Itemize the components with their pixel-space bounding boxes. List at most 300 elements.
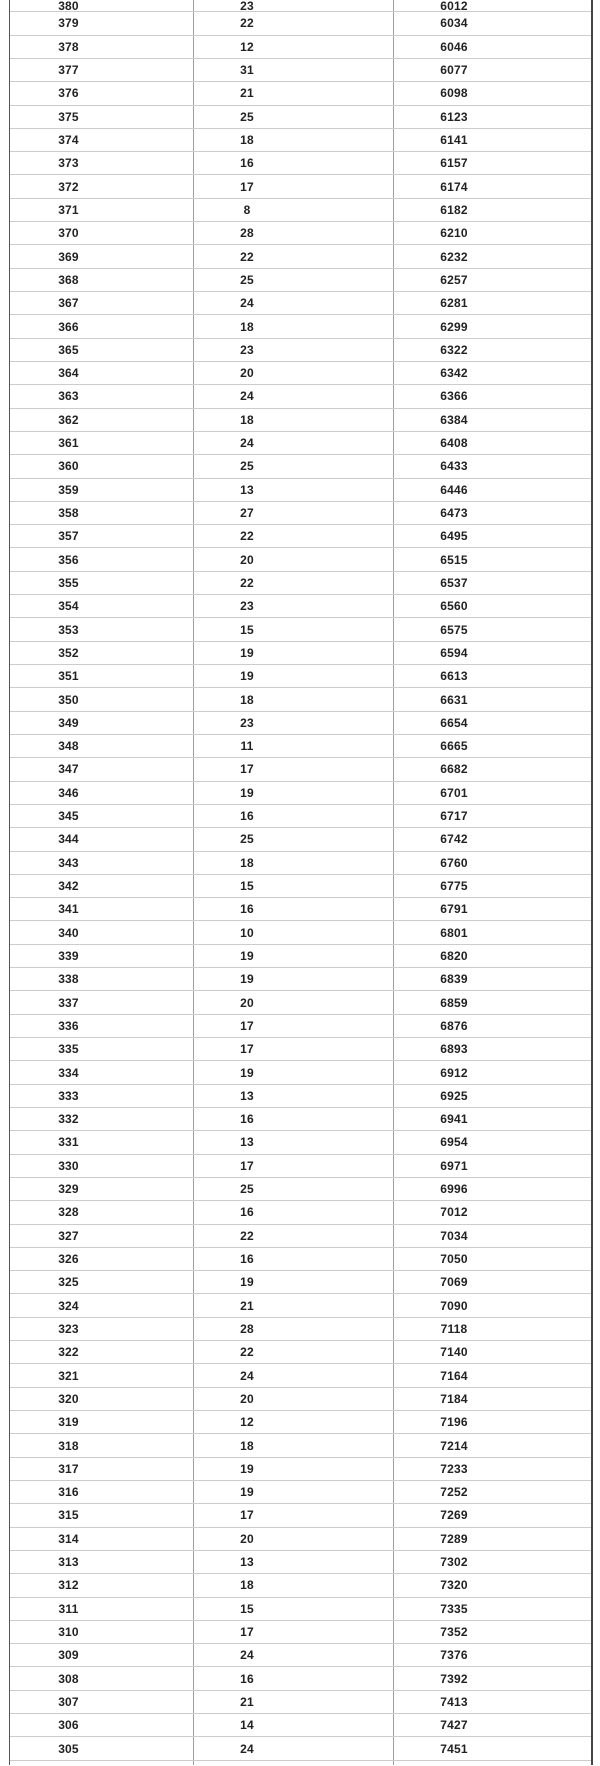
score-distribution-table bbox=[9, 0, 593, 1765]
cumulative-cell: 6157 bbox=[440, 156, 468, 171]
table-row bbox=[10, 339, 591, 362]
cumulative-cell: 6515 bbox=[440, 552, 468, 567]
score-cell: 365 bbox=[10, 339, 194, 361]
score-cell: 372 bbox=[10, 175, 194, 197]
count-cell: 25 bbox=[194, 269, 394, 291]
cumulative-cell: 6701 bbox=[440, 785, 468, 800]
cumulative-cell: 6801 bbox=[440, 925, 468, 940]
table-row bbox=[10, 782, 591, 805]
cumulative-cell: 6446 bbox=[440, 482, 468, 497]
table-row bbox=[10, 1481, 591, 1504]
table-row bbox=[10, 688, 591, 711]
cumulative-cell: 6495 bbox=[440, 529, 468, 544]
score-cell: 338 bbox=[10, 968, 194, 990]
score-cell: 339 bbox=[10, 945, 194, 967]
table-row bbox=[10, 828, 591, 851]
cumulative-cell: 7252 bbox=[440, 1485, 468, 1500]
count-cell: 16 bbox=[194, 1667, 394, 1689]
table-row bbox=[10, 945, 591, 968]
score-cell: 361 bbox=[10, 432, 194, 454]
score-cell: 309 bbox=[10, 1644, 194, 1666]
score-cell: 330 bbox=[10, 1155, 194, 1177]
table-row bbox=[10, 245, 591, 268]
cumulative-cell: 6098 bbox=[440, 86, 468, 101]
cumulative-cell: 6594 bbox=[440, 645, 468, 660]
cumulative-cell: 6342 bbox=[440, 366, 468, 381]
count-cell: 19 bbox=[194, 968, 394, 990]
score-cell: 352 bbox=[10, 642, 194, 664]
score-cell: 376 bbox=[10, 82, 194, 104]
count-cell: 22 bbox=[194, 245, 394, 267]
cumulative-cell: 7427 bbox=[440, 1718, 468, 1733]
score-cell: 353 bbox=[10, 618, 194, 640]
cumulative-cell: 7050 bbox=[440, 1252, 468, 1267]
count-cell: 17 bbox=[194, 175, 394, 197]
score-cell: 335 bbox=[10, 1038, 194, 1060]
table-row bbox=[10, 572, 591, 595]
cumulative-cell: 6537 bbox=[440, 575, 468, 590]
cumulative-cell: 6654 bbox=[440, 715, 468, 730]
table-row bbox=[10, 106, 591, 129]
cumulative-cell: 6791 bbox=[440, 902, 468, 917]
count-cell: 18 bbox=[194, 688, 394, 710]
count-cell: 14 bbox=[194, 1714, 394, 1736]
score-cell: 337 bbox=[10, 991, 194, 1013]
score-cell: 317 bbox=[10, 1458, 194, 1480]
table-row bbox=[10, 1038, 591, 1061]
table-row bbox=[10, 712, 591, 735]
count-cell: 15 bbox=[194, 1598, 394, 1620]
table-row bbox=[10, 455, 591, 478]
cumulative-cell: 7012 bbox=[440, 1205, 468, 1220]
score-cell bbox=[10, 1761, 194, 1766]
table-row bbox=[10, 1178, 591, 1201]
count-cell: 24 bbox=[194, 1737, 394, 1759]
score-cell: 373 bbox=[10, 152, 194, 174]
count-cell: 23 bbox=[194, 595, 394, 617]
score-cell: 306 bbox=[10, 1714, 194, 1736]
table-row bbox=[10, 129, 591, 152]
table-row bbox=[10, 1737, 591, 1760]
score-cell: 308 bbox=[10, 1667, 194, 1689]
count-cell: 17 bbox=[194, 758, 394, 780]
count-cell: 17 bbox=[194, 1155, 394, 1177]
score-cell: 305 bbox=[10, 1737, 194, 1759]
count-cell: 23 bbox=[194, 0, 394, 11]
cumulative-cell: 7233 bbox=[440, 1461, 468, 1476]
table-row bbox=[10, 665, 591, 688]
table-row bbox=[10, 758, 591, 781]
score-cell: 318 bbox=[10, 1434, 194, 1456]
cumulative-cell bbox=[394, 1761, 591, 1766]
table-row bbox=[10, 1225, 591, 1248]
count-cell: 22 bbox=[194, 12, 394, 34]
score-cell: 370 bbox=[10, 222, 194, 244]
count-cell: 24 bbox=[194, 385, 394, 407]
score-cell: 323 bbox=[10, 1318, 194, 1340]
count-cell: 23 bbox=[194, 339, 394, 361]
table-row bbox=[10, 1551, 591, 1574]
table-body bbox=[10, 0, 591, 1765]
count-cell: 13 bbox=[194, 1085, 394, 1107]
cumulative-cell: 7392 bbox=[440, 1671, 468, 1686]
count-cell: 21 bbox=[194, 1294, 394, 1316]
table-row bbox=[10, 618, 591, 641]
table-row bbox=[10, 595, 591, 618]
table-row bbox=[10, 921, 591, 944]
count-cell: 18 bbox=[194, 315, 394, 337]
count-cell: 24 bbox=[194, 1644, 394, 1666]
score-cell: 358 bbox=[10, 502, 194, 524]
cumulative-cell: 7289 bbox=[440, 1531, 468, 1546]
table-row bbox=[10, 222, 591, 245]
cumulative-cell: 6876 bbox=[440, 1018, 468, 1033]
table-row bbox=[10, 1644, 591, 1667]
table-row bbox=[10, 642, 591, 665]
cumulative-cell: 7302 bbox=[440, 1555, 468, 1570]
cumulative-cell: 6859 bbox=[440, 995, 468, 1010]
score-cell: 346 bbox=[10, 782, 194, 804]
table-row bbox=[10, 292, 591, 315]
score-cell: 350 bbox=[10, 688, 194, 710]
score-cell: 366 bbox=[10, 315, 194, 337]
table-row bbox=[10, 1318, 591, 1341]
count-cell: 23 bbox=[194, 712, 394, 734]
count-cell: 16 bbox=[194, 152, 394, 174]
score-cell: 345 bbox=[10, 805, 194, 827]
count-cell: 27 bbox=[194, 502, 394, 524]
cumulative-cell: 6893 bbox=[440, 1042, 468, 1057]
cumulative-cell: 6174 bbox=[440, 179, 468, 194]
count-cell: 16 bbox=[194, 898, 394, 920]
count-cell: 22 bbox=[194, 572, 394, 594]
score-cell: 360 bbox=[10, 455, 194, 477]
cumulative-cell: 7069 bbox=[440, 1275, 468, 1290]
cumulative-cell: 6182 bbox=[440, 202, 468, 217]
cumulative-cell: 6408 bbox=[440, 436, 468, 451]
table-row bbox=[10, 1201, 591, 1224]
table-row bbox=[10, 852, 591, 875]
count-cell: 22 bbox=[194, 1225, 394, 1247]
score-cell: 354 bbox=[10, 595, 194, 617]
cumulative-cell: 7196 bbox=[440, 1415, 468, 1430]
score-cell: 340 bbox=[10, 921, 194, 943]
count-cell: 28 bbox=[194, 1318, 394, 1340]
table-row bbox=[10, 362, 591, 385]
cumulative-cell: 6775 bbox=[440, 879, 468, 894]
table-row bbox=[10, 1341, 591, 1364]
count-cell: 18 bbox=[194, 1434, 394, 1456]
cumulative-cell: 6560 bbox=[440, 599, 468, 614]
score-cell: 322 bbox=[10, 1341, 194, 1363]
table-row bbox=[10, 502, 591, 525]
table-row bbox=[10, 1155, 591, 1178]
cumulative-cell: 6665 bbox=[440, 739, 468, 754]
count-cell: 15 bbox=[194, 618, 394, 640]
table-row bbox=[10, 1691, 591, 1714]
count-cell: 20 bbox=[194, 362, 394, 384]
score-cell: 369 bbox=[10, 245, 194, 267]
score-cell: 327 bbox=[10, 1225, 194, 1247]
score-cell: 377 bbox=[10, 59, 194, 81]
cumulative-cell: 7376 bbox=[440, 1648, 468, 1663]
count-cell: 25 bbox=[194, 106, 394, 128]
count-cell: 11 bbox=[194, 735, 394, 757]
table-row bbox=[10, 1131, 591, 1154]
count-cell: 13 bbox=[194, 479, 394, 501]
count-cell: 17 bbox=[194, 1015, 394, 1037]
count-cell: 16 bbox=[194, 1248, 394, 1270]
score-cell: 329 bbox=[10, 1178, 194, 1200]
cumulative-cell: 6613 bbox=[440, 669, 468, 684]
cumulative-cell: 6742 bbox=[440, 832, 468, 847]
count-cell: 24 bbox=[194, 292, 394, 314]
score-cell: 307 bbox=[10, 1691, 194, 1713]
count-cell: 16 bbox=[194, 1108, 394, 1130]
table-row bbox=[10, 0, 591, 12]
score-cell: 362 bbox=[10, 409, 194, 431]
cumulative-cell: 6299 bbox=[440, 319, 468, 334]
score-cell: 333 bbox=[10, 1085, 194, 1107]
cumulative-cell: 6433 bbox=[440, 459, 468, 474]
count-cell: 17 bbox=[194, 1621, 394, 1643]
score-cell: 315 bbox=[10, 1504, 194, 1526]
table-row bbox=[10, 1598, 591, 1621]
cumulative-cell: 7034 bbox=[440, 1228, 468, 1243]
table-row bbox=[10, 199, 591, 222]
score-cell: 334 bbox=[10, 1061, 194, 1083]
count-cell bbox=[194, 1761, 394, 1766]
count-cell: 19 bbox=[194, 1061, 394, 1083]
score-cell: 371 bbox=[10, 199, 194, 221]
count-cell: 19 bbox=[194, 945, 394, 967]
score-cell: 363 bbox=[10, 385, 194, 407]
cumulative-cell: 6232 bbox=[440, 249, 468, 264]
table-row bbox=[10, 36, 591, 59]
table-row bbox=[10, 1388, 591, 1411]
count-cell: 20 bbox=[194, 1388, 394, 1410]
score-cell: 367 bbox=[10, 292, 194, 314]
table-row bbox=[10, 409, 591, 432]
cumulative-cell: 7118 bbox=[440, 1321, 468, 1336]
cumulative-cell: 6123 bbox=[440, 109, 468, 124]
table-row bbox=[10, 1504, 591, 1527]
count-cell: 21 bbox=[194, 1691, 394, 1713]
cumulative-cell: 6210 bbox=[440, 226, 468, 241]
score-cell: 355 bbox=[10, 572, 194, 594]
table-row bbox=[10, 59, 591, 82]
cumulative-cell: 6012 bbox=[440, 0, 468, 12]
score-cell: 347 bbox=[10, 758, 194, 780]
cumulative-cell: 7164 bbox=[440, 1368, 468, 1383]
cumulative-cell: 6925 bbox=[440, 1088, 468, 1103]
table-row bbox=[10, 1085, 591, 1108]
table-row bbox=[10, 152, 591, 175]
cumulative-cell: 6941 bbox=[440, 1112, 468, 1127]
count-cell: 19 bbox=[194, 665, 394, 687]
score-cell: 311 bbox=[10, 1598, 194, 1620]
score-cell: 344 bbox=[10, 828, 194, 850]
table-row bbox=[10, 525, 591, 548]
cumulative-cell: 7269 bbox=[440, 1508, 468, 1523]
count-cell: 17 bbox=[194, 1504, 394, 1526]
count-cell: 13 bbox=[194, 1551, 394, 1573]
score-cell: 359 bbox=[10, 479, 194, 501]
table-row bbox=[10, 82, 591, 105]
table-row bbox=[10, 1528, 591, 1551]
count-cell: 17 bbox=[194, 1038, 394, 1060]
cumulative-cell: 6996 bbox=[440, 1182, 468, 1197]
score-cell: 313 bbox=[10, 1551, 194, 1573]
cumulative-cell: 6322 bbox=[440, 342, 468, 357]
score-cell: 321 bbox=[10, 1364, 194, 1386]
cumulative-cell: 7140 bbox=[440, 1345, 468, 1360]
count-cell: 28 bbox=[194, 222, 394, 244]
count-cell: 19 bbox=[194, 1481, 394, 1503]
count-cell: 8 bbox=[194, 199, 394, 221]
table-row bbox=[10, 1294, 591, 1317]
table-row bbox=[10, 548, 591, 571]
score-cell: 328 bbox=[10, 1201, 194, 1223]
count-cell: 18 bbox=[194, 129, 394, 151]
cumulative-cell: 7214 bbox=[440, 1438, 468, 1453]
count-cell: 19 bbox=[194, 642, 394, 664]
table-row bbox=[10, 1621, 591, 1644]
score-cell: 319 bbox=[10, 1411, 194, 1433]
table-row bbox=[10, 1574, 591, 1597]
count-cell: 25 bbox=[194, 455, 394, 477]
score-cell: 378 bbox=[10, 36, 194, 58]
table-row bbox=[10, 1015, 591, 1038]
score-cell: 356 bbox=[10, 548, 194, 570]
table-row bbox=[10, 735, 591, 758]
clipped-table-row bbox=[10, 1761, 591, 1766]
score-cell: 343 bbox=[10, 852, 194, 874]
count-cell: 10 bbox=[194, 921, 394, 943]
table-row bbox=[10, 968, 591, 991]
table-row bbox=[10, 12, 591, 35]
score-cell: 379 bbox=[10, 12, 194, 34]
score-cell: 314 bbox=[10, 1528, 194, 1550]
cumulative-cell: 6077 bbox=[440, 63, 468, 78]
count-cell: 22 bbox=[194, 1341, 394, 1363]
table-row bbox=[10, 1108, 591, 1131]
score-cell: 310 bbox=[10, 1621, 194, 1643]
count-cell: 25 bbox=[194, 828, 394, 850]
score-cell: 380 bbox=[10, 0, 194, 11]
count-cell: 18 bbox=[194, 409, 394, 431]
cumulative-cell: 6971 bbox=[440, 1158, 468, 1173]
score-cell: 375 bbox=[10, 106, 194, 128]
count-cell: 12 bbox=[194, 1411, 394, 1433]
cumulative-cell: 6912 bbox=[440, 1065, 468, 1080]
cumulative-cell: 7335 bbox=[440, 1601, 468, 1616]
table-row bbox=[10, 991, 591, 1014]
table-row bbox=[10, 385, 591, 408]
score-cell: 336 bbox=[10, 1015, 194, 1037]
cumulative-cell: 6257 bbox=[440, 272, 468, 287]
count-cell: 16 bbox=[194, 805, 394, 827]
table-row bbox=[10, 432, 591, 455]
score-cell: 332 bbox=[10, 1108, 194, 1130]
cumulative-cell: 7352 bbox=[440, 1625, 468, 1640]
cumulative-cell: 6281 bbox=[440, 296, 468, 311]
score-cell: 324 bbox=[10, 1294, 194, 1316]
count-cell: 21 bbox=[194, 82, 394, 104]
table-row bbox=[10, 1061, 591, 1084]
table-row bbox=[10, 315, 591, 338]
count-cell: 31 bbox=[194, 59, 394, 81]
table-row bbox=[10, 1714, 591, 1737]
cumulative-cell: 6954 bbox=[440, 1135, 468, 1150]
cumulative-cell: 6839 bbox=[440, 972, 468, 987]
cumulative-cell: 6473 bbox=[440, 506, 468, 521]
cumulative-cell: 7413 bbox=[440, 1694, 468, 1709]
cumulative-cell: 6384 bbox=[440, 412, 468, 427]
score-cell: 316 bbox=[10, 1481, 194, 1503]
table-row bbox=[10, 1271, 591, 1294]
cumulative-cell: 6575 bbox=[440, 622, 468, 637]
score-cell: 342 bbox=[10, 875, 194, 897]
score-cell: 357 bbox=[10, 525, 194, 547]
cumulative-cell: 7090 bbox=[440, 1298, 468, 1313]
table-row bbox=[10, 1458, 591, 1481]
cumulative-cell: 6717 bbox=[440, 809, 468, 824]
score-cell: 320 bbox=[10, 1388, 194, 1410]
count-cell: 20 bbox=[194, 1528, 394, 1550]
score-cell: 326 bbox=[10, 1248, 194, 1270]
score-cell: 341 bbox=[10, 898, 194, 920]
cumulative-cell: 7451 bbox=[440, 1741, 468, 1756]
count-cell: 12 bbox=[194, 36, 394, 58]
count-cell: 22 bbox=[194, 525, 394, 547]
score-cell: 331 bbox=[10, 1131, 194, 1153]
count-cell: 18 bbox=[194, 1574, 394, 1596]
count-cell: 19 bbox=[194, 1271, 394, 1293]
score-cell: 312 bbox=[10, 1574, 194, 1596]
cumulative-cell: 6141 bbox=[440, 133, 468, 148]
count-cell: 16 bbox=[194, 1201, 394, 1223]
cumulative-cell: 6034 bbox=[440, 16, 468, 31]
count-cell: 24 bbox=[194, 432, 394, 454]
cumulative-cell: 6760 bbox=[440, 855, 468, 870]
table-row bbox=[10, 1667, 591, 1690]
score-cell: 348 bbox=[10, 735, 194, 757]
count-cell: 15 bbox=[194, 875, 394, 897]
table-row bbox=[10, 805, 591, 828]
score-cell: 368 bbox=[10, 269, 194, 291]
cumulative-cell: 6366 bbox=[440, 389, 468, 404]
cumulative-cell: 7320 bbox=[440, 1578, 468, 1593]
cumulative-cell: 7184 bbox=[440, 1391, 468, 1406]
table-row bbox=[10, 269, 591, 292]
table-row bbox=[10, 875, 591, 898]
table-row bbox=[10, 898, 591, 921]
score-cell: 374 bbox=[10, 129, 194, 151]
cumulative-cell: 6820 bbox=[440, 948, 468, 963]
cumulative-cell: 6682 bbox=[440, 762, 468, 777]
count-cell: 24 bbox=[194, 1364, 394, 1386]
table-row bbox=[10, 1411, 591, 1434]
count-cell: 20 bbox=[194, 991, 394, 1013]
count-cell: 13 bbox=[194, 1131, 394, 1153]
table-row bbox=[10, 175, 591, 198]
cumulative-cell: 6631 bbox=[440, 692, 468, 707]
count-cell: 19 bbox=[194, 782, 394, 804]
cumulative-cell: 6046 bbox=[440, 39, 468, 54]
table-row bbox=[10, 1248, 591, 1271]
score-cell: 351 bbox=[10, 665, 194, 687]
